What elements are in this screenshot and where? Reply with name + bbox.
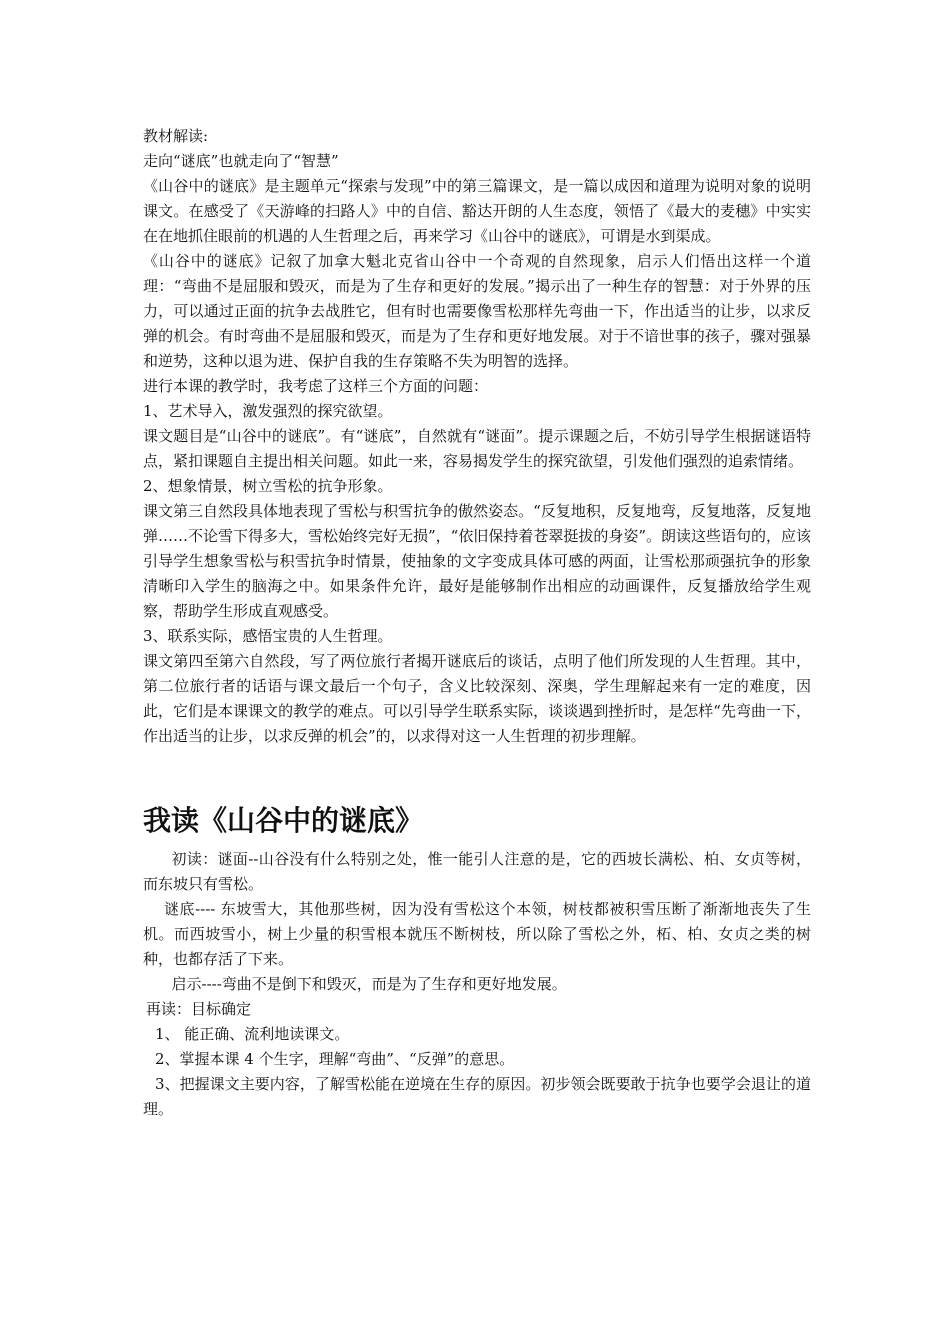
goal-2: 2、掌握本课 4 个生字，理解“弯曲”、“反弹”的意思。: [155, 1050, 515, 1068]
first-read: 初读：谜面--山谷没有什么特别之处，惟一能引人注意的是，它的西坡长满松、柏、女贞等树，而东坡只有雪松。: [143, 850, 811, 893]
second-read: 再读：目标确定: [146, 1000, 252, 1018]
goal-3: 3、把握课文主要内容，了解雪松能在逆境在生存的原因。初步领会既要敢于抗争也要学会退让的道理。: [143, 1075, 811, 1118]
item-2-title: 2、想象情景，树立雪松的抗争形象。: [143, 477, 393, 495]
paragraph-intro: 《山谷中的谜底》是主题单元“探索与发现”中的第三篇课文，是一篇以成因和道理为说明对象的说明课文。在感受了《天游峰的扫路人》中的自信、豁达开朗的人生态度，领悟了《最大的麦穗》中实实在在地抓住眼前的机遇的人生哲理之后，再来学习《山谷中的谜底》，可谓是水到渠成。: [143, 177, 811, 245]
section-spacer: [143, 749, 811, 801]
item-3-text: 课文第四至第六自然段，写了两位旅行者揭开谜底后的谈话，点明了他们所发现的人生哲理。其中，第二位旅行者的话语与课文最后一个句子，含义比较深刻、深奥，学生理解起来有一定的难度，因此，它们是本课课文的教学的难点。可以引导学生联系实际，谈谈遇到挫折时，是怎样“先弯曲一下，作出适当的让步，以求反弹的机会”的，以求得对这一人生哲理的初步理解。: [143, 652, 811, 745]
item-1-title: 1、艺术导入，激发强烈的探究欲望。: [143, 402, 393, 420]
item-2-text: 课文第三自然段具体地表现了雪松与积雪抗争的傲然姿态。“反复地积，反复地弯，反复地落，反复地弹……不论雪下得多大，雪松始终完好无损”，“依旧保持着苍翠挺拔的身姿”。朗读这些语句的，应该引导学生想象雪松与积雪抗争时情景，使抽象的文字变成具体可感的两面，让雪松那顽强抗争的形象清晰印入学生的脑海之中。如果条件允许，最好是能够制作出相应的动画课件，反复播放给学生观察，帮助学生形成直观感受。: [143, 502, 812, 620]
item-1-text: 课文题目是“山谷中的谜底”。有“谜底”，自然就有“谜面”。提示课题之后，不妨引导学生根据谜语特点，紧扣课题自主提出相关问题。如此一来，容易揭发学生的探究欲望，引发他们强烈的追索情绪。: [143, 427, 811, 470]
reading-title: 我读《山谷中的谜底》: [143, 804, 424, 837]
insight: 启示----弯曲不是倒下和毁灭，而是为了生存和更好地发展。: [171, 975, 567, 993]
section-subheading: 走向“谜底”也就走向了“智慧”: [143, 152, 339, 170]
mystery-answer: 谜底---- 东坡雪大，其他那些树，因为没有雪松这个本领，树枝都被积雪压断了渐渐地丧失了生机。而西坡雪小，树上少量的积雪根本就压不断树枝，所以除了雪松之外，柘、柏、女贞之类的树种，也都存活了下来。: [143, 900, 811, 968]
paragraph-summary: 《山谷中的谜底》记叙了加拿大魁北克省山谷中一个奇观的自然现象，启示人们悟出这样一个道理：“弯曲不是屈服和毁灭，而是为了生存和更好的发展。”揭示出了一种生存的智慧：对于外界的压力，可以通过正面的抗争去战胜它，但有时也需要像雪松那样先弯曲一下，作出适当的让步，以求反弹的机会。有时弯曲不是屈服和毁灭，而是为了生存和更好地发展。对于不谙世事的孩子，骤对强暴和逆势，这种以退为进、保护自我的生存策略不失为明智的选择。: [143, 252, 811, 370]
goal-1: 1、 能正确、流利地读课文。: [155, 1025, 350, 1043]
item-3-title: 3、联系实际，感悟宝贵的人生哲理。: [143, 627, 393, 645]
paragraph-considerations: 进行本课的教学时，我考虑了这样三个方面的问题：: [143, 377, 489, 395]
section-heading: 教材解读:: [143, 127, 209, 145]
document-page: [143, 124, 811, 1122]
